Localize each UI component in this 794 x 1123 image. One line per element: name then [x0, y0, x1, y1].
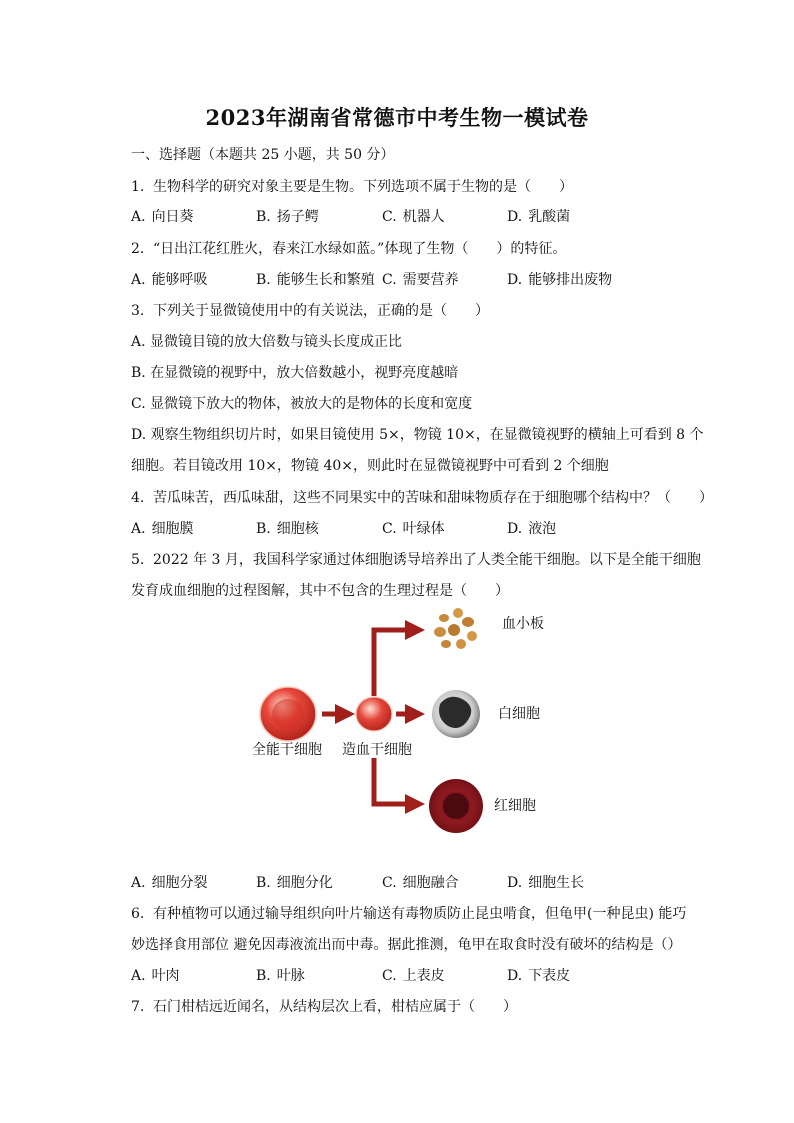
blood-cell-diagram	[250, 600, 570, 840]
option-d: D. 下表皮	[507, 968, 571, 984]
question-text: 有种植物可以通过输导组织向叶片输送有毒物质防止昆虫啃食，但龟甲(一种昆虫) 能巧	[153, 906, 687, 922]
option-c: C. 叶绿体	[382, 521, 445, 537]
page-title: 2023年湖南省常德市中考生物一模试卷	[205, 105, 589, 130]
option-b: B. 细胞核	[256, 521, 319, 537]
option-d: D. 能够排出废物	[507, 272, 613, 288]
question-5	[131, 551, 701, 569]
question-5-continued: 发育成血细胞的过程图解，其中不包含的生理过程是（ ）	[131, 583, 509, 599]
option-b: B. 扬子鳄	[256, 209, 319, 225]
option-a: A. 显微镜目镜的放大倍数与镜头长度成正比	[131, 334, 403, 350]
option-a: A. 细胞分裂	[131, 875, 208, 891]
question-text: 下列关于显微镜使用中的有关说法，正确的是（ ）	[153, 303, 489, 319]
option-b: B. 细胞分化	[256, 875, 333, 891]
platelet-image	[434, 608, 477, 649]
question-number: 3.	[131, 303, 145, 319]
option-c: C. 显微镜下放大的物体，被放大的是物体的长度和宽度	[131, 396, 473, 412]
question-7	[131, 998, 517, 1016]
question-text: 苦瓜味苦，西瓜味甜，这些不同果实中的苦味和甜味物质存在于细胞哪个结构中？（ ）	[153, 490, 713, 506]
red-blood-cell-image	[429, 779, 483, 833]
option-a: A. 叶肉	[131, 968, 180, 984]
question-number: 6.	[131, 906, 145, 922]
hematopoietic-label: 造血干细胞	[342, 742, 412, 758]
arrow-icon	[374, 758, 416, 804]
option-d-continued: 细胞。若目镜改用 10×，物镜 40×，则此时在显微镜视野中可看到 2 个细胞	[131, 458, 609, 474]
option-b: B. 能够生长和繁殖	[256, 272, 375, 288]
question-1	[131, 178, 573, 196]
question-text: 石门柑桔远近闻名，从结构层次上看，柑桔应属于（ ）	[153, 999, 517, 1015]
option-c: C. 需要营养	[382, 272, 459, 288]
platelet-label: 血小板	[502, 616, 544, 632]
option-d: D. 细胞生长	[507, 875, 585, 891]
option-a: A. 细胞膜	[131, 521, 194, 537]
section-heading: 一、选择题（本题共 25 小题，共 50 分）	[131, 147, 395, 163]
option-c: C. 细胞融合	[382, 875, 459, 891]
question-number: 5.	[131, 552, 145, 568]
option-b: B. 叶脉	[256, 968, 305, 984]
question-number: 4.	[131, 490, 145, 506]
option-b: B. 在显微镜的视野中，放大倍数越小，视野亮度越暗	[131, 365, 459, 381]
option-c: C. 上表皮	[382, 968, 445, 984]
white-cell-label: 白细胞	[498, 706, 540, 722]
question-number: 2.	[131, 241, 145, 257]
question-number: 1.	[131, 179, 145, 195]
question-number: 7.	[131, 999, 145, 1015]
question-text: “日出江花红胜火，春来江水绿如蓝。”体现了生物（ ）的特征。	[153, 241, 567, 257]
option-a: A. 向日葵	[131, 209, 194, 225]
totipotent-label: 全能干细胞	[252, 742, 322, 758]
white-blood-cell-image	[432, 690, 480, 738]
red-cell-label: 红细胞	[494, 798, 536, 814]
question-text: 2022 年 3 月，我国科学家通过体细胞诱导培养出了人类全能干细胞。以下是全能干细胞	[153, 552, 701, 568]
option-d: D. 液泡	[507, 521, 557, 537]
option-d: D. 乳酸菌	[507, 209, 571, 225]
hematopoietic-stem-cell-image	[356, 697, 392, 731]
option-c: C. 机器人	[382, 209, 445, 225]
arrow-icon	[374, 630, 416, 696]
question-2	[131, 240, 566, 258]
question-4	[131, 489, 713, 507]
question-6-continued: 妙选择食用部位 避免因毒液流出而中毒。据此推测，龟甲在取食时没有破坏的结构是（）	[131, 937, 682, 953]
option-d: D. 观察生物组织切片时，如果目镜使用 5×，物镜 10×，在显微镜视野的横轴上可看到 8 个	[131, 427, 704, 443]
option-a: A. 能够呼吸	[131, 272, 208, 288]
question-3	[131, 302, 489, 320]
question-text: 生物科学的研究对象主要是生物。下列选项不属于生物的是（ ）	[153, 179, 573, 195]
question-6	[131, 905, 686, 923]
